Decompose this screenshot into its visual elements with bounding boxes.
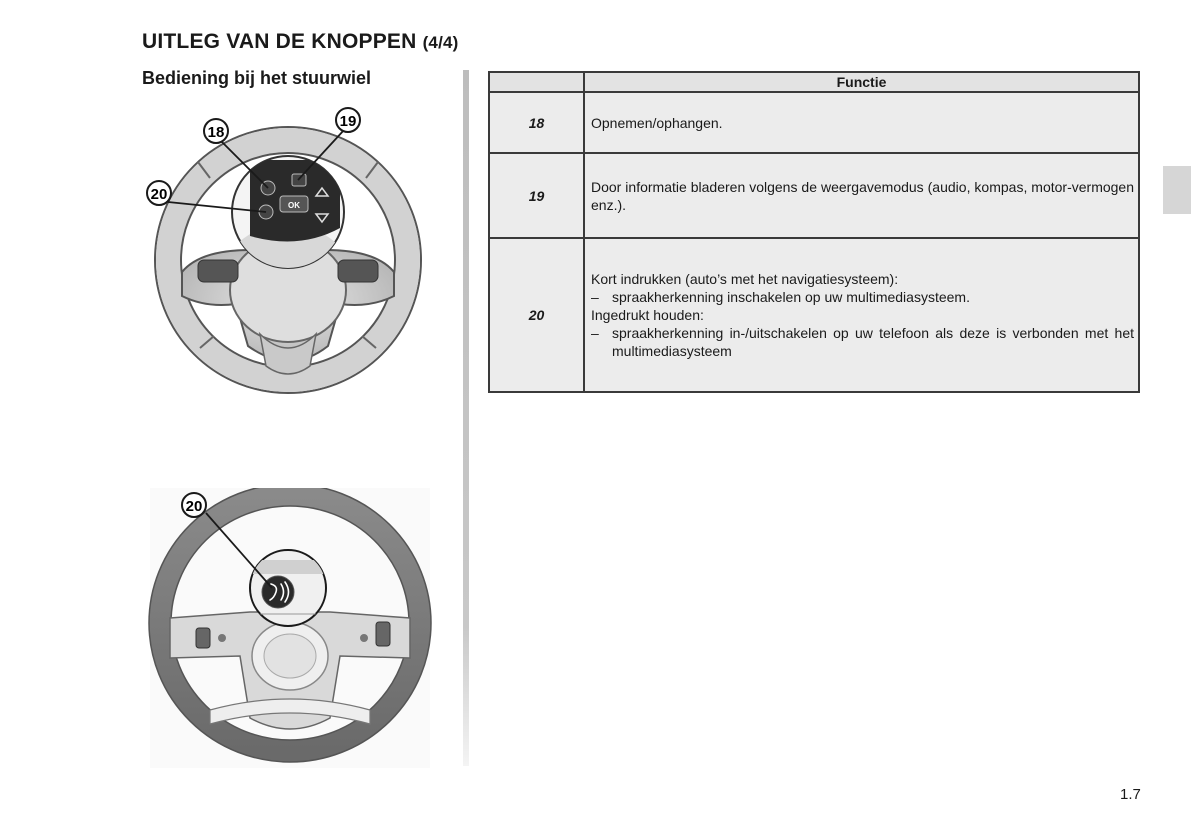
page-number: 1.7	[1120, 786, 1141, 803]
header-function-cell: Functie	[584, 72, 1139, 92]
long-press-text: spraakherkenning in-/uitschakelen op uw telefoon als deze is verbonden met het multimediasysteem	[612, 325, 1134, 359]
page-title	[142, 30, 459, 54]
long-press-item	[591, 324, 1134, 360]
function-table	[488, 71, 1140, 393]
section-tab	[1163, 166, 1191, 214]
table-row	[489, 238, 1139, 392]
callout-18: 18	[207, 124, 225, 141]
short-press-text: spraakherkenning inschakelen op uw multimediasysteem.	[612, 289, 970, 305]
dash-marker: –	[591, 325, 599, 341]
row-description: Door informatie bladeren volgens de weergavemodus (audio, kompas, motor-vermogen enz.).	[584, 153, 1139, 238]
column-divider	[463, 70, 469, 766]
row-number: 19	[489, 153, 584, 238]
short-press-heading: Kort indrukken (auto’s met het navigatiesysteem):	[591, 271, 899, 287]
header-number-cell	[489, 72, 584, 92]
row-number: 20	[489, 238, 584, 392]
dash-marker: –	[591, 289, 599, 305]
short-press-item	[591, 288, 1134, 306]
table-header-row	[489, 72, 1139, 92]
page-title-suffix: (4/4)	[422, 33, 459, 52]
left-button-cluster	[198, 260, 238, 282]
page-title-text: UITLEG VAN DE KNOPPEN	[142, 30, 417, 53]
callout-20: 20	[150, 186, 168, 203]
row-number: 18	[489, 92, 584, 153]
right-button-cluster-2	[376, 622, 390, 646]
section-subtitle: Bediening bij het stuurwiel	[142, 68, 372, 88]
right-button-cluster	[338, 260, 378, 282]
row-description: Opnemen/ophangen.	[584, 92, 1139, 153]
callout-20-fig2: 20	[185, 498, 203, 515]
callout-19: 19	[339, 113, 357, 130]
table-row	[489, 92, 1139, 153]
table-row	[489, 153, 1139, 238]
left-button-cluster-2	[196, 628, 210, 648]
steering-wheel-figure-2	[140, 488, 440, 768]
ok-label: OK	[288, 201, 300, 210]
row-description	[584, 238, 1139, 392]
long-press-heading: Ingedrukt houden:	[591, 307, 704, 323]
steering-wheel-figure-1	[140, 100, 440, 400]
